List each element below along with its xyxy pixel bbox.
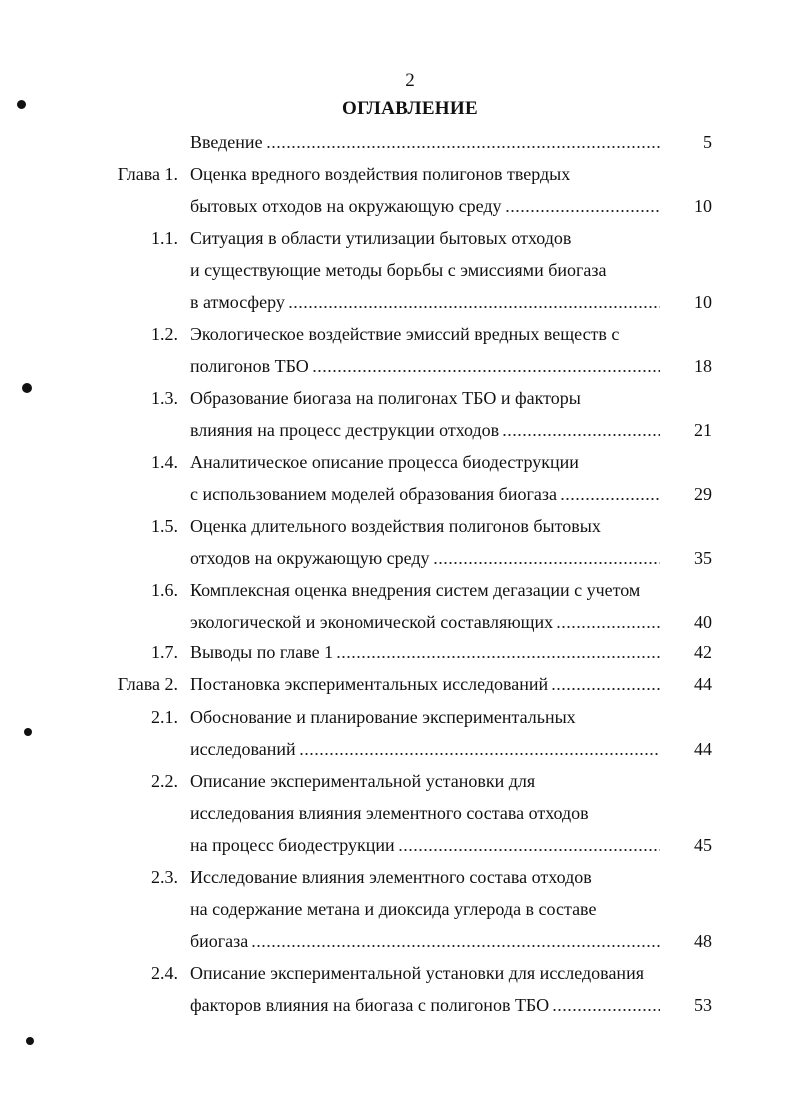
toc-entry-text: отходов на окружающую среду: [190, 548, 430, 568]
toc-page-number: 40: [694, 612, 712, 632]
toc-entry-number: Глава 2.: [117, 674, 178, 694]
page-number: 2: [405, 70, 415, 91]
toc-entry-number: 1.6.: [151, 580, 178, 600]
toc-entry-text: Аналитическое описание процесса биодеструкции: [190, 452, 579, 472]
toc-leader-dots: [266, 128, 660, 156]
toc-entry-number: 1.4.: [151, 452, 178, 472]
toc-leader-dots: [556, 608, 660, 636]
toc-entry-text: Экологическое воздействие эмиссий вредных веществ с: [190, 324, 620, 344]
toc-entry-number: 1.1.: [151, 228, 178, 248]
toc-entry-number: 1.3.: [151, 388, 178, 408]
scan-speck: [22, 383, 32, 393]
toc-entry-text: Постановка экспериментальных исследований: [190, 674, 549, 694]
toc-leader-dots: [505, 192, 660, 220]
toc-page-number: 48: [694, 931, 712, 951]
toc-entry-text: Выводы по главе 1: [190, 642, 334, 662]
toc-leader-dots: [398, 831, 660, 859]
toc-page-number: 53: [694, 995, 712, 1015]
toc-entry-text: Оценка вредного воздействия полигонов твердых: [190, 164, 571, 184]
toc-entry-number: 2.1.: [151, 707, 178, 727]
toc-entry-text: на процесс биодеструкции: [190, 835, 395, 855]
toc-entry-text: и существующие методы борьбы с эмиссиями биогаза: [190, 260, 607, 280]
toc-page-number: 18: [694, 356, 712, 376]
toc-entry-text: Обоснование и планирование экспериментальных: [190, 707, 576, 727]
toc-entry-text: с использованием моделей образования биогаза: [190, 484, 557, 504]
toc-entry-text: Образование биогаза на полигонах ТБО и факторы: [190, 388, 581, 408]
toc-page-number: 35: [694, 548, 712, 568]
toc-entry-text: Описание экспериментальной установки для: [190, 771, 536, 791]
toc-entry-text: биогаза: [190, 931, 249, 951]
toc-entry-text: бытовых отходов на окружающую среду: [190, 196, 502, 216]
scan-speck: [24, 728, 32, 736]
scan-speck: [17, 100, 26, 109]
toc-leader-dots: [251, 927, 660, 955]
toc-entry-text: экологической и экономической составляющих: [190, 612, 554, 632]
toc-page-number: 10: [694, 292, 712, 312]
toc-leader-dots: [552, 991, 660, 1019]
toc-entry-text: Ситуация в области утилизации бытовых отходов: [190, 228, 572, 248]
toc-entry-number: 2.3.: [151, 867, 178, 887]
toc-entry-text: Исследование влияния элементного состава отходов: [190, 867, 592, 887]
toc-entry-text: Оценка длительного воздействия полигонов бытовых: [190, 516, 601, 536]
page-title: ОГЛАВЛЕНИЕ: [342, 98, 478, 119]
toc-entry-text: полигонов ТБО: [190, 356, 309, 376]
toc-leader-dots: [299, 735, 660, 763]
toc-entry-text: Введение: [190, 132, 263, 152]
toc-entry-number: 1.5.: [151, 516, 178, 536]
scan-speck: [26, 1037, 34, 1045]
toc-page-number: 10: [694, 196, 712, 216]
toc-page-number: 29: [694, 484, 712, 504]
toc-entry-number: Глава 1.: [117, 164, 178, 184]
toc-entry-number: 1.2.: [151, 324, 178, 344]
toc-entry-text: на содержание метана и диоксида углерода в составе: [190, 899, 597, 919]
toc-page-number: 45: [694, 835, 712, 855]
toc-leader-dots: [560, 480, 660, 508]
toc-entry-number: 1.7.: [151, 642, 178, 662]
toc-entry-text: исследования влияния элементного состава отходов: [190, 803, 589, 823]
toc-page-number: 5: [703, 132, 712, 152]
toc-page-number: 42: [694, 642, 712, 662]
toc-page-number: 44: [694, 739, 712, 759]
toc-entry-text: факторов влияния на биогаза с полигонов ТБО: [190, 995, 550, 1015]
toc-entry-text: исследований: [190, 739, 296, 759]
toc-leader-dots: [433, 544, 660, 572]
toc-entry-text: Описание экспериментальной установки для исследования: [190, 963, 644, 983]
toc-entry-number: 2.2.: [151, 771, 178, 791]
toc-entry-number: 2.4.: [151, 963, 178, 983]
toc-leader-dots: [336, 638, 660, 666]
toc-leader-dots: [551, 670, 660, 698]
toc-leader-dots: [502, 416, 660, 444]
toc-page-number: 44: [694, 674, 712, 694]
toc-leader-dots: [288, 288, 660, 316]
toc-entry-text: в атмосферу: [190, 292, 285, 312]
toc-entry-text: влияния на процесс деструкции отходов: [190, 420, 500, 440]
toc-entry-text: Комплексная оценка внедрения систем дегазации с учетом: [190, 580, 641, 600]
toc-page-number: 21: [694, 420, 712, 440]
toc-leader-dots: [312, 352, 660, 380]
